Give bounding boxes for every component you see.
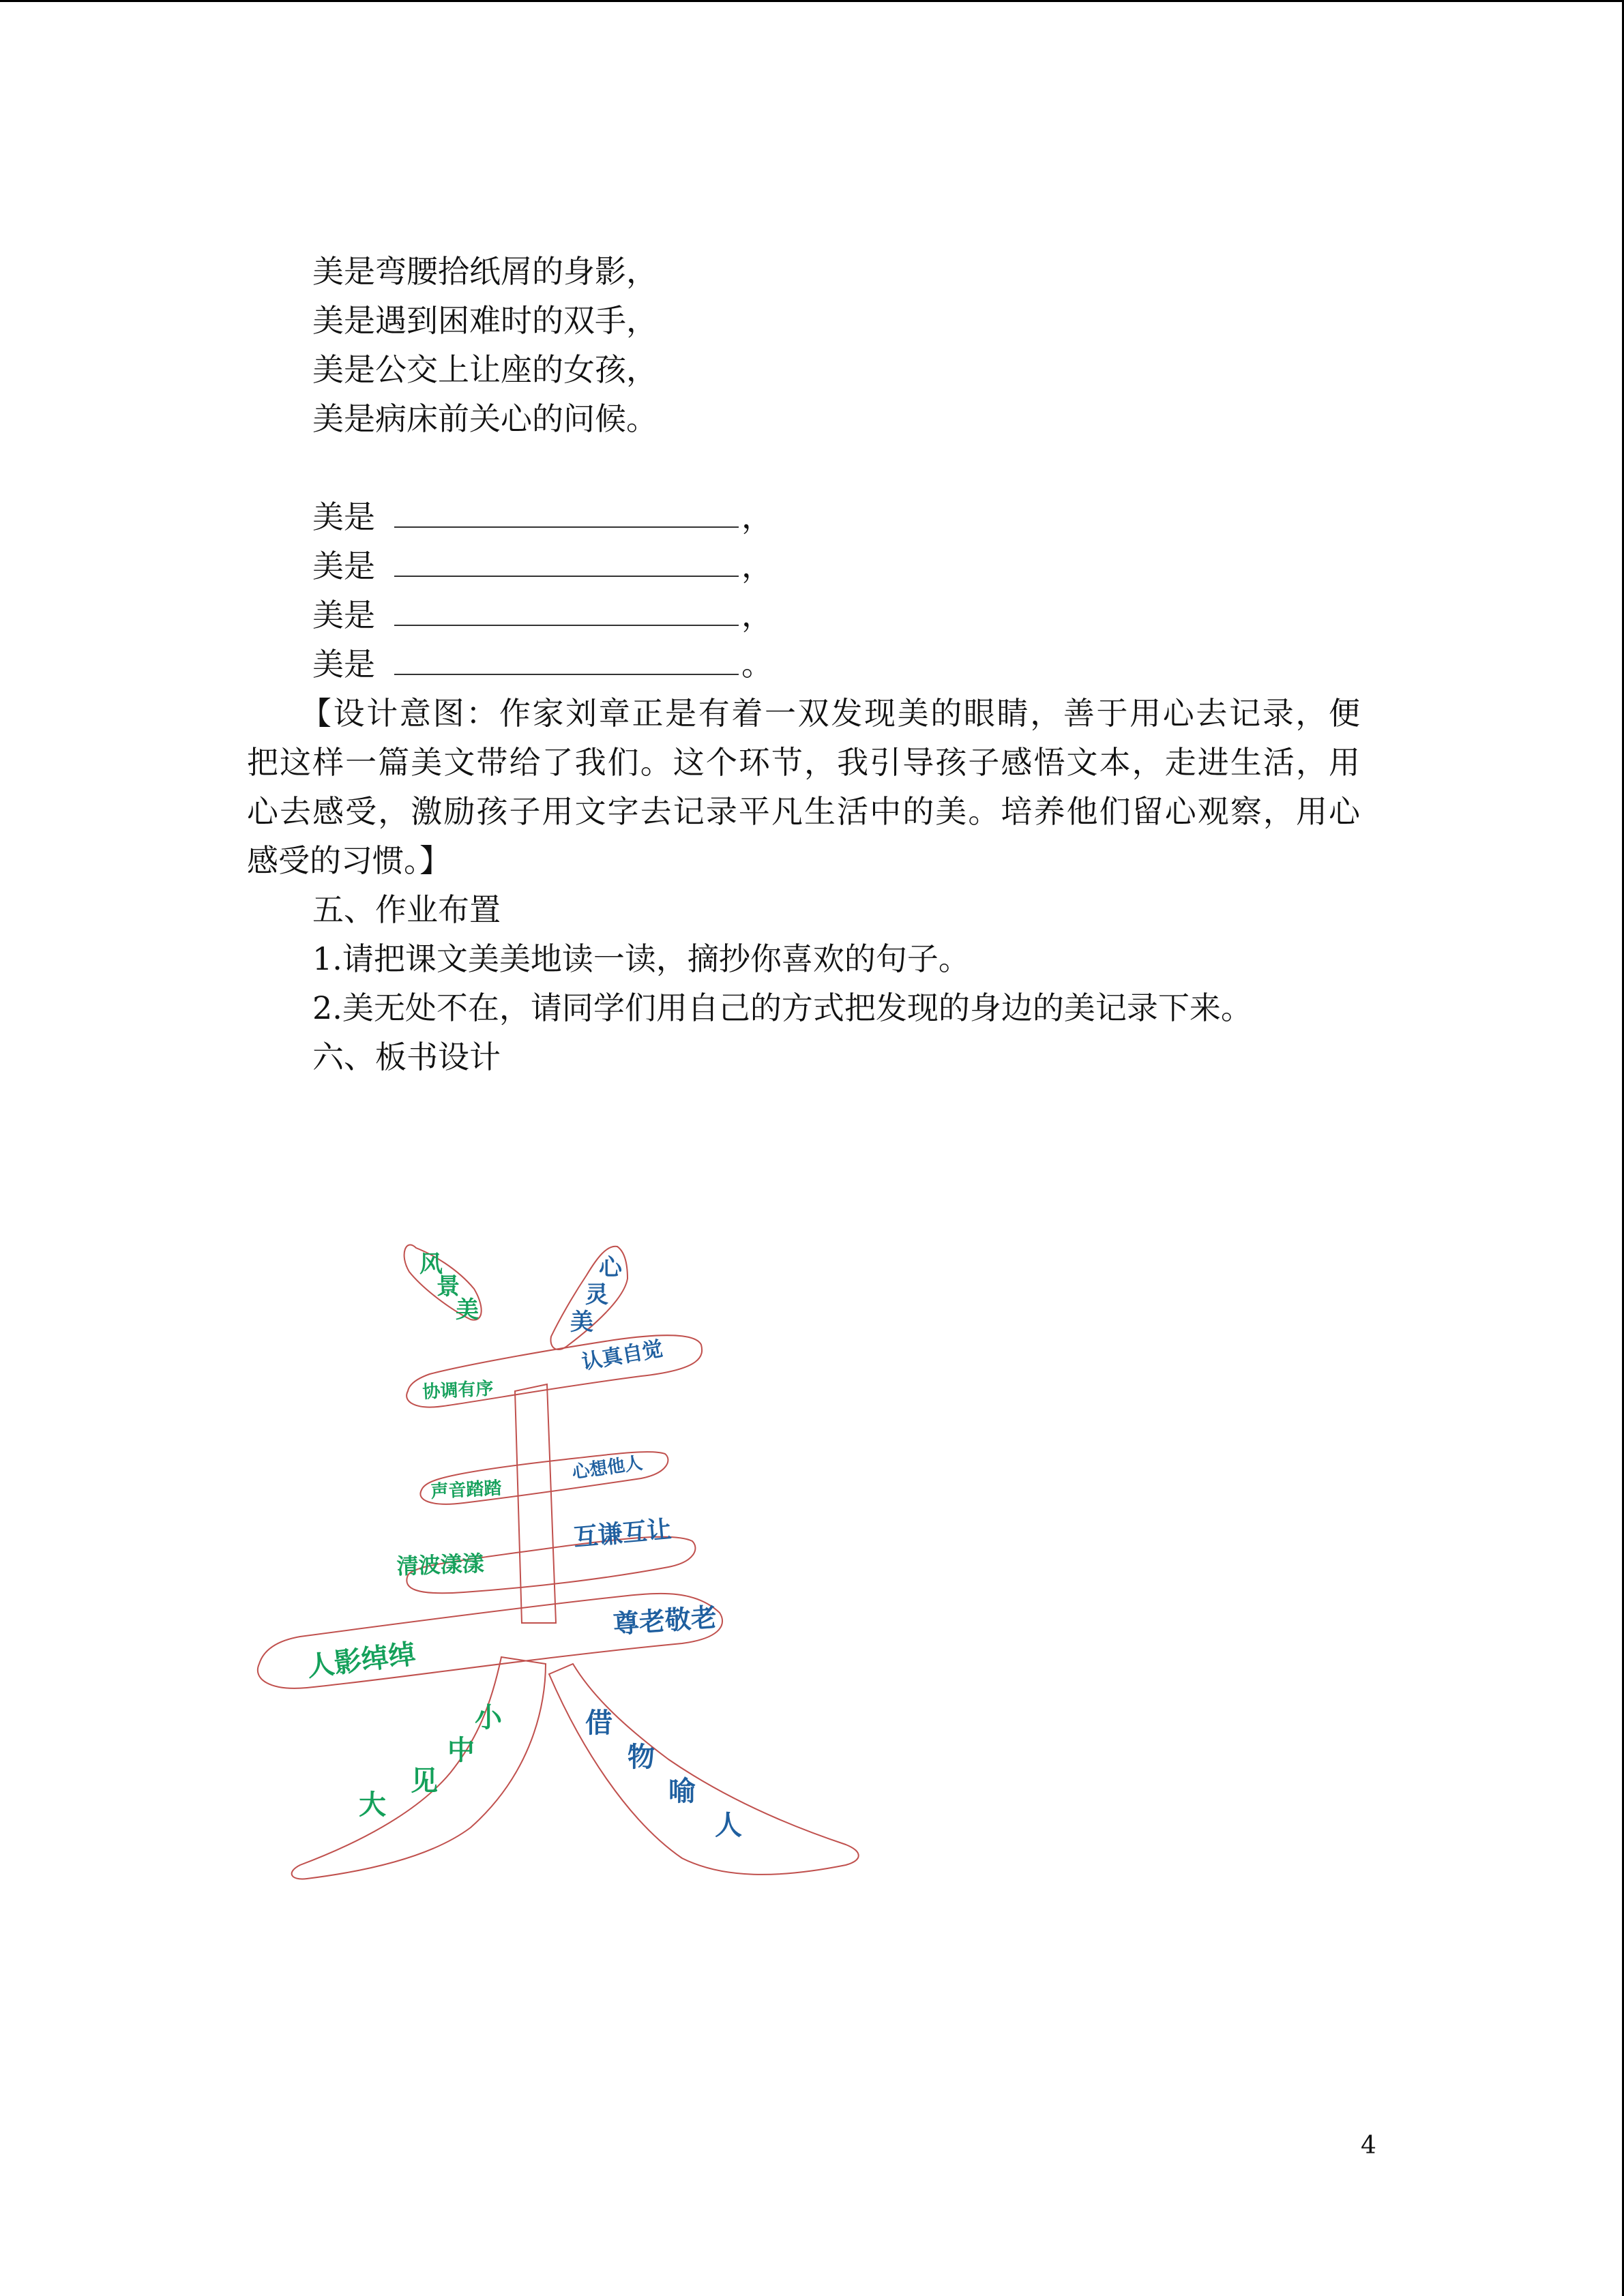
homework-heading: 五、作业布置 [312, 891, 501, 928]
stroke-right-fall-outline [549, 1664, 859, 1875]
design-intent-line-2: 把这样一篇美文带给了我们。这个环节，我引导孩子感悟文本，走进生活，用 [247, 744, 1360, 781]
fill-in-row-4 [312, 644, 773, 685]
fill-in-ending: 。 [741, 646, 773, 683]
design-intent-line-1: 【设计意图：作家刘章正是有着一双发现美的眼睛，善于用心去记录，便 [300, 695, 1360, 732]
page-number: 4 [1361, 2132, 1376, 2160]
soul-char-3: 美 [570, 1309, 593, 1336]
label-wu: 物 [628, 1742, 655, 1773]
label-shengyin: 声音踏踏 [430, 1478, 503, 1502]
fill-in-blank[interactable] [394, 499, 739, 528]
label-jie: 借 [585, 1708, 612, 1739]
label-zunlao: 尊老敬老 [612, 1602, 718, 1639]
fill-in-row-1 [312, 496, 773, 537]
board-design-figure [246, 1187, 900, 1882]
label-renying: 人影绰绰 [305, 1638, 418, 1683]
scenery-char-1: 风 [419, 1251, 443, 1278]
label-xinxiang: 心想他人 [570, 1452, 644, 1483]
label-da: 大 [359, 1789, 386, 1821]
fill-in-blank[interactable] [394, 548, 739, 577]
label-xiao: 小 [475, 1702, 502, 1733]
board-labels [306, 1251, 742, 1841]
poem-line-2: 美是遇到困难时的双手， [312, 302, 658, 339]
fill-in-label: 美是 [312, 548, 375, 584]
fill-in-ending: ， [741, 498, 773, 535]
label-xietiao: 协调有序 [422, 1378, 494, 1403]
scenery-char-3: 美 [456, 1296, 479, 1324]
label-renzhen: 认真自觉 [580, 1337, 665, 1375]
design-intent-line-4: 感受的习惯。】 [247, 842, 451, 879]
board-design-heading: 六、板书设计 [312, 1039, 501, 1075]
soul-char-1: 心 [599, 1254, 622, 1281]
label-huqian: 互谦互让 [572, 1515, 673, 1552]
homework-item-1: 1.请把课文美美地读一读，摘抄你喜欢的句子。 [312, 940, 970, 977]
homework-item-2: 2.美无处不在，请同学们用自己的方式把发现的身边的美记录下来。 [312, 989, 1252, 1026]
fill-in-row-3 [312, 595, 773, 636]
page-top-border [0, 0, 1624, 2]
fill-in-blank[interactable] [394, 597, 739, 626]
fill-in-ending: ， [741, 597, 773, 633]
poem-line-1: 美是弯腰拾纸屑的身影， [312, 253, 658, 290]
fill-in-row-2 [312, 546, 773, 586]
scenery-char-2: 景 [437, 1273, 460, 1300]
fill-in-label: 美是 [312, 646, 375, 683]
poem-line-3: 美是公交上让座的女孩， [312, 351, 658, 388]
label-jian: 见 [411, 1765, 438, 1797]
label-qingbo: 清波漾漾 [396, 1550, 485, 1579]
vertical-stroke-outline [515, 1384, 556, 1623]
design-intent-line-3: 心去感受，激励孩子用文字去记录平凡生活中的美。培养他们留心观察，用心 [247, 793, 1360, 830]
label-zhong: 中 [447, 1735, 475, 1766]
soul-char-2: 灵 [585, 1281, 608, 1309]
label-yu: 喻 [668, 1776, 696, 1807]
fill-in-blank[interactable] [394, 646, 739, 675]
label-ren: 人 [715, 1810, 742, 1841]
fill-in-ending: ， [741, 548, 773, 584]
fill-in-label: 美是 [312, 597, 375, 633]
poem-line-4: 美是病床前关心的问候。 [312, 400, 658, 437]
character-outline [258, 1244, 859, 1879]
fill-in-label: 美是 [312, 498, 375, 535]
